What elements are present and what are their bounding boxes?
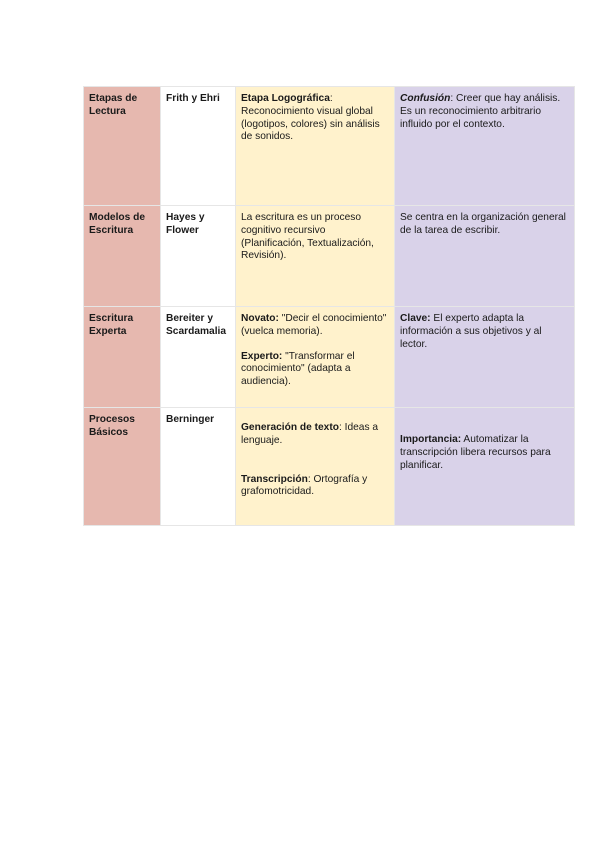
table-row — [84, 87, 575, 206]
content-term: Etapa Logográfica — [241, 93, 330, 104]
content-text: : Ortografía y grafomotricidad. — [241, 473, 368, 498]
author-cell: Bereiter y Scardamalia — [161, 307, 236, 408]
table-row — [84, 307, 575, 408]
content-paragraph — [241, 422, 389, 448]
content-cell — [236, 408, 395, 526]
table-row — [84, 408, 575, 526]
paragraph-gap — [241, 448, 389, 474]
content-cell — [236, 307, 395, 408]
note-term: Confusión — [400, 93, 451, 104]
stage-cell: Etapas de Lectura — [84, 87, 161, 206]
note-cell — [395, 87, 575, 206]
note-paragraph — [400, 434, 569, 472]
content-paragraph — [241, 351, 389, 389]
content-paragraph — [241, 212, 389, 263]
content-paragraph — [241, 474, 389, 500]
author-cell: Berninger — [161, 408, 236, 526]
note-term: Importancia: — [400, 434, 462, 445]
content-term: Experto: — [241, 350, 283, 362]
note-cell — [395, 307, 575, 408]
note-text: Automatizar la transcripción libera recursos para planificar. — [400, 434, 551, 471]
content-term: Generación de texto — [241, 422, 339, 433]
note-paragraph — [400, 93, 569, 131]
content-text: : Ideas a lenguaje. — [241, 422, 379, 446]
content-text: : Reconocimiento visual global (logotipos, colores) sin análisis de sonidos. — [241, 93, 380, 143]
content-cell — [236, 87, 395, 206]
summary-table — [83, 86, 575, 526]
note-text: Se centra en la organización general de la tarea de escribir. — [400, 212, 566, 236]
paragraph-gap — [241, 339, 389, 351]
table-row — [84, 206, 575, 307]
author-cell: Hayes y Flower — [161, 206, 236, 307]
author-cell: Frith y Ehri — [161, 87, 236, 206]
cell-spacer — [400, 414, 569, 434]
note-cell — [395, 206, 575, 307]
content-text: "Decir el conocimiento" (vuelca memoria). — [241, 313, 387, 337]
content-paragraph — [241, 313, 389, 339]
content-text: "Transformar el conocimiento" (adapta a audiencia). — [241, 350, 355, 388]
note-text: El experto adapta la información a sus objetivos y al lector. — [400, 313, 542, 350]
note-paragraph — [400, 212, 569, 238]
stage-cell: Escritura Experta — [84, 307, 161, 408]
cell-spacer — [241, 414, 389, 422]
stage-cell: Procesos Básicos — [84, 408, 161, 526]
note-cell — [395, 408, 575, 526]
note-text: : Creer que hay análisis. Es un reconocimiento arbitrario influido por el contexto. — [400, 93, 561, 130]
content-paragraph — [241, 93, 389, 144]
note-paragraph — [400, 313, 569, 351]
content-term: Transcripción — [241, 473, 308, 485]
stage-cell: Modelos de Escritura — [84, 206, 161, 307]
content-cell — [236, 206, 395, 307]
content-text: La escritura es un proceso cognitivo recursivo (Planificación, Textualización, Revisión). — [241, 212, 374, 262]
note-term: Clave: — [400, 313, 431, 324]
content-term: Novato: — [241, 313, 279, 324]
